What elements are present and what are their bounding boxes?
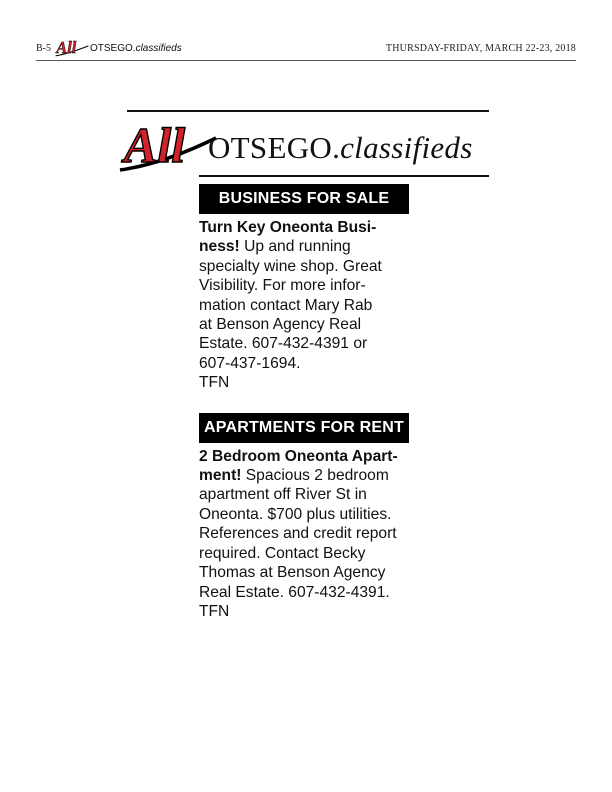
- svg-text:All: All: [124, 118, 186, 173]
- header-brand: OTSEGO.classifieds: [90, 43, 182, 54]
- masthead-rule-bottom: [199, 175, 489, 177]
- svg-text:All: All: [56, 38, 77, 57]
- allotsego-logo-small: [53, 38, 91, 58]
- ad-line: 2 Bedroom Oneonta Apart-: [199, 447, 398, 465]
- ad-line: Turn Key Oneonta Busi-: [199, 219, 377, 236]
- page-number: B-5: [36, 43, 51, 54]
- header-divider: [36, 60, 576, 61]
- ad-line: References and credit report: [199, 525, 397, 543]
- ad-line: TFN: [199, 374, 230, 392]
- ad-line: Estate. 607-432-4391 or: [199, 335, 368, 353]
- ad-line: apartment off River St in: [199, 486, 367, 504]
- allotsego-logo: [118, 118, 218, 174]
- section-header-apartments-for-rent: APARTMENTS FOR RENT: [199, 413, 409, 443]
- ad-line: mation contact Mary Rab: [199, 296, 373, 314]
- ad-line: at Benson Agency Real: [199, 316, 362, 334]
- ad-line: TFN: [199, 602, 230, 620]
- ad-line: required. Contact Becky: [199, 544, 366, 562]
- masthead-title: OTSEGO.classifieds: [208, 130, 473, 165]
- classified-ad-apartment: [199, 447, 409, 622]
- issue-date: THURSDAY-FRIDAY, MARCH 22-23, 2018: [385, 43, 576, 54]
- running-header: [36, 38, 576, 58]
- ad-line: specialty wine shop. Great: [199, 257, 382, 275]
- ad-line: Real Estate. 607-432-4391.: [199, 583, 390, 601]
- ad-line: Visibility. For more infor-: [199, 277, 366, 295]
- classifieds-column: [199, 184, 409, 621]
- masthead-rule-top: [127, 110, 489, 112]
- ad-line: ment! Spacious 2 bedroom: [199, 467, 389, 485]
- ad-line: Thomas at Benson Agency: [199, 564, 386, 582]
- ad-line: ness! Up and running: [199, 238, 351, 256]
- section-header-business-for-sale: BUSINESS FOR SALE: [199, 184, 409, 214]
- ad-line: 607-437-1694.: [199, 354, 301, 372]
- classified-ad-business: [199, 218, 409, 393]
- section-gap: [199, 393, 409, 413]
- ad-line: Oneonta. $700 plus utilities.: [199, 505, 392, 523]
